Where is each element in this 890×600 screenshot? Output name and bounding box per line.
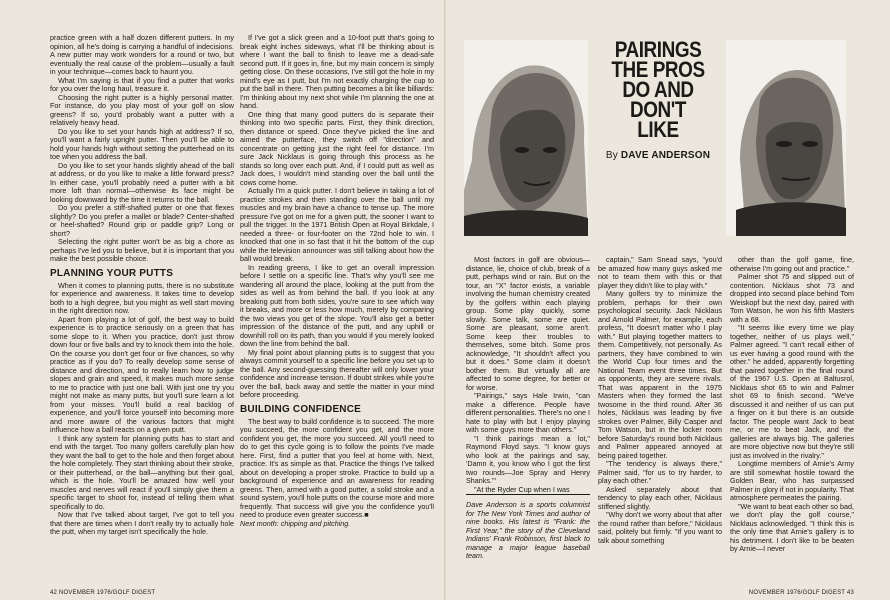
paragraph: The best way to build confidence is to succeed. The more you succeed, the more confident you get, and the more confident you get, the more you succeed. All you'll need to do to get this cycle going is to follow the points I've made here. First, find a putter that you feel at home with. Next, practice. It's as simple as that. Practice the things I've talked about on developing a proper stroke. Practice to build up a background of experience and an awareness for reading greens. Then, armed with a good putter, a solid stroke and a sound system, you'll hole putts on the course more and more frequently. That success will give you the confidence you'll need to produce even greater success.■ bbox=[240, 416, 434, 519]
paragraph: "We want to beat each other so bad, we don't play the golf course," Nicklaus acknowledged. "I think this is the only time that Arnie's gallery is to his detriment. I don't like to be beaten by Arnie—I never bbox=[730, 501, 854, 553]
section-heading-planning: PLANNING YOUR PUTTS bbox=[50, 267, 174, 279]
paragraph: practice green with a half dozen different putters. In my opinion, all he's doing is carrying a handful of indecisions. A new putter may work wonders for a round or two, but eventually the real cause of the problem—usually a fault in your technique—comes back to haunt you. bbox=[50, 34, 234, 76]
article-title bbox=[598, 37, 718, 142]
paragraph: Apart from playing a lot of golf, the best way to build experience is to practice seriously on a green that has some slope to it. When you practice, don't just throw down four or five balls and try to knock them into the hole. On the course you don't get four or five chances, so why practice as if you do? To really develop some sense of distance and direction, and to really learn how to judge slopes and grain and speed, it makes much more sense to me to practice with just one ball. With just one try you might not make as many putts, but you'll sure learn a lot from your misses. You'll build a real backlog of experience, and you'll force yourself into becoming more and more aware of the various factors that might influence how a ball reacts on a given putt. bbox=[50, 314, 234, 434]
paragraph: My final point about planning putts is to suggest that you always commit yourself to a specific line before you set up to the ball. Any second-guessing thereafter will only lower your confidence and increase tension. If doubt strikes while you're over the ball, back away and settle the matter in your mind before proceeding. bbox=[240, 347, 434, 399]
paragraph: "The tendency is always there," Palmer said, "for us to try harder, to play each other." bbox=[598, 459, 722, 485]
right-folio: NOVEMBER 1976/GOLF DIGEST 43 bbox=[748, 590, 854, 596]
paragraph: captain," Sam Snead says, "you'd be amazed how many guys asked me not to team them with this or that player they didn't like to play with." bbox=[598, 256, 722, 290]
title-line-3: DO AND DON'T bbox=[622, 77, 694, 122]
title-line-4: LIKE bbox=[637, 117, 679, 142]
col2-top-paragraphs bbox=[240, 34, 434, 400]
paragraph: In reading greens, I like to get an overall impression before I settle on a specific line. That's why you'll see me wandering all around the place, looking at the putt from the sides as well as from behind the ball. If you look at any breaking putt from both sides, you're sure to see which way it breaks, and more or less how much, merely by comparing the two views you get of the slope. You'll also get a better impression of the distance of the putt, and any uphill or downhill roll on its path, than you would if you merely looked down the line from behind the ball. bbox=[240, 262, 434, 348]
col2-bottom-paragraphs bbox=[240, 418, 434, 520]
photo-palmer bbox=[726, 40, 846, 236]
paragraph: Actually I'm a quick putter. I don't believe in taking a lot of practice strokes and then standing over the ball until my muscles and my brain have a chance to tense up. The more pressure I've got on me for a given putt, the sooner I want to pull the trigger. In the 1971 British Open at Royal Birkdale, I needed a three- or four-footer on the 72nd hole to win. I knocked that one in so fast that it hit the bottom of the cup while the television announcer was still talking about how the ball would break. bbox=[240, 186, 434, 263]
portrait-illustration-right bbox=[726, 40, 846, 236]
byline-by: By bbox=[605, 150, 618, 161]
byline-author: DAVE ANDERSON bbox=[620, 150, 711, 161]
rcol2-paragraphs bbox=[598, 256, 722, 545]
title-line-2: THE PROS bbox=[611, 57, 705, 82]
section-heading-confidence: BUILDING CONFIDENCE bbox=[240, 403, 362, 415]
rcol1-paragraphs bbox=[466, 256, 590, 494]
paragraph: Choosing the right putter is a highly personal matter. For instance, do you play most of your golf on slow greens? If so, you'd probably want a putter with a relatively heavy head. bbox=[50, 92, 234, 127]
next-month-caption: Next month: chipping and pitching. bbox=[240, 518, 351, 528]
paragraph: "It seems like every time we play together, neither of us plays well," Palmer agreed. "I can't recall either of us ever having a good round with the other." he added, apparently forgetting that paired together in the final round of the 1967 U.S. Open at Baltusrol, Nicklaus shot 65 to win and Palmer shot 69 to finish second. "We've discussed it and neither of us can put a finger on it but there is an outside factor. The people want Jack to beat me, or me to beat Jack, and the galleries are always big. The galleries are more objective now but they're still just as involved in the rivalry." bbox=[730, 323, 854, 460]
paragraph: Do you prefer a stiff-shafted putter or one that flexes slightly? Do you prefer a mallet or blade? Center-shafted or heel-shafted? Round grip or paddle grip? Long or short? bbox=[50, 203, 234, 238]
left-folio: 42 NOVEMBER 1976/GOLF DIGEST bbox=[50, 590, 156, 596]
paragraph: Longtime members of Arnie's Army are still somewhat hostile toward the Golden Bear, who has surpassed Palmer in glory if not in popularity. That atmosphere permeates the pairing. bbox=[730, 459, 854, 502]
right-page-column-1 bbox=[466, 256, 590, 588]
paragraph: What I'm saying is that if you find a putter that works for you over the long haul, treasure it. bbox=[50, 75, 234, 93]
author-bio: Dave Anderson is a sports columnist for The New York Times and author of nine books. His latest is "Frank: the First Year," the story of the Cleveland Indians' Frank Robinson, first black to manage a major league baseball team. bbox=[466, 494, 590, 561]
page-gutter bbox=[444, 0, 446, 600]
paragraph: Now that I've talked about target, I've got to tell you that there are times when I don't really try to actually hole the putt, when my target isn't specifically the hole. bbox=[50, 510, 234, 536]
left-page-column-1 bbox=[50, 34, 234, 586]
paragraph: "At the Ryder Cup when I was bbox=[474, 484, 570, 494]
paragraph: "Pairings," says Hale Irwin, "can make a difference. People have different personalities. There's no one I hate to play with but I enjoy playing with some guys more than others." bbox=[466, 391, 590, 434]
photo-nicklaus bbox=[464, 40, 588, 236]
paragraph: One thing that many good putters do is separate their thinking into two specific parts. First, they think direction, then distance or speed. Once they've picked the line and aimed the putterface, they switch off "direction" and concentrate on getting just the right feel for distance. I'm sure Jack Nicklaus is going through this process as he stands so long over each putt. And, if I could putt as well as Jack does, I wouldn't mind standing over the ball until the cows come home. bbox=[240, 109, 434, 187]
paragraph: Do you like to set your hands high at address? If so, you'll want a fairly upright putter. Then you'll be able to hold your hands high without setting the putterhead on its toe when you address the ball. bbox=[50, 126, 234, 161]
paragraph: I think any system for planning putts has to start and end with the target. Too many golfers carefully plan how they want the ball to get to the hole and then forget about the hole completely. They start thinking about their stroke, or their putterhead, or the ball—anything but their goal, which is the hole. You'll be amazed how well your muscles and nerves will react if you'll simply give them a specific target to shoot for, instead of telling them what specifically to do. bbox=[50, 433, 234, 511]
portrait-illustration-left bbox=[464, 40, 588, 236]
col1-bottom-paragraphs bbox=[50, 282, 234, 537]
paragraph: Most factors in golf are obvious—distance, lie, choice of club, break of a putt, perhaps wind or rain. But on the tour, an "X" factor exists, a variable involving the human chemistry created by the golfers within each playing group. Some play quickly, some slowly. Some talk, some are quiet. Some are pleasant, some aren't. Some keep their troubles to themselves, some bitch. Some pros acknowledge, "It shouldn't affect you but it does." Some claim it doesn't bother them. But virtually all are affected to some degree, for better or for worse. bbox=[466, 256, 590, 392]
rcol3-paragraphs bbox=[730, 256, 854, 554]
paragraph: Selecting the right putter won't be as big a chore as perhaps I've led you to believe, but it is important that you make the best possible choice. bbox=[50, 237, 234, 263]
paragraph: other than the golf game, fine, otherwise I'm going out and practice." bbox=[730, 256, 854, 273]
paragraph: "I think pairings mean a lot," Raymond Floyd says. "I know guys who look at the pairings and say, 'Damn it, you know who I got the first two rounds—Joe Spray and Henry Shanks.'" bbox=[466, 433, 590, 485]
paragraph: Do you like to set your hands slightly ahead of the ball at address, or do you like to make a little forward press? In either case, you'll probably need a putter with a bit more loft than normal—otherwise its face might be looking downward by the time it returns to the ball. bbox=[50, 160, 234, 204]
article-title-block bbox=[588, 37, 728, 240]
paragraph: Many golfers try to minimize the problem, perhaps for their own psychological security. Jack Nicklaus and Arnold Palmer, for example, each profess, "It doesn't matter who I play with." But playing together matters to them. Competitively, not personally. As partners, they have combined to win the World Cup four times and the National Team event three times. But as opponents, they are severe rivals. That was apparent in the 1975 Masters when they formed the last twosome in the third round. After 36 holes, Nicklaus was leading by five strokes over Palmer, Billy Casper and Tom Watson, but in the locker room before Saturday's round both Nicklaus and Palmer appeared annoyed at being paired together. bbox=[598, 289, 722, 460]
title-line-1: PAIRINGS bbox=[614, 37, 702, 62]
col1-top-paragraphs bbox=[50, 34, 234, 264]
right-page-column-3 bbox=[730, 256, 854, 588]
paragraph: Palmer shot 75 and slipped out of contention. Nicklaus shot 73 and dropped into second place behind Tom Weiskopf but the next day, paired with Tom Watson, he won his fifth Masters with a 68. bbox=[730, 272, 854, 324]
paragraph: Asked separately about that tendency to play each other, Nicklaus stiffened slightly. bbox=[598, 484, 722, 511]
left-page-column-2 bbox=[240, 34, 434, 586]
paragraph: "Why don't we worry about that after the round rather than before," Nicklaus said, politely but firmly. "If you want to talk about something bbox=[598, 510, 722, 545]
right-page-column-2 bbox=[598, 256, 722, 588]
paragraph: If I've got a slick green and a 10-foot putt that's going to break eight inches sideways, what I'll be thinking about is where I want the ball to finish to leave me a dead-safe second putt. If it goes in, fine, but my main concern is simply getting close. On these occasions, I've still got the hole in my mind's eye as I putt, but I'm not exactly charging the cup to put the ball in there. Then putting becomes a bit like billiards: I'm thinking about my next shot while I'm planning the one at hand. bbox=[240, 34, 434, 110]
byline bbox=[588, 150, 728, 161]
paragraph: When it comes to planning putts, there is no substitute for experience and awareness. It takes time to develop both to a high degree, but you might as well start moving in the right direction now. bbox=[50, 280, 234, 315]
